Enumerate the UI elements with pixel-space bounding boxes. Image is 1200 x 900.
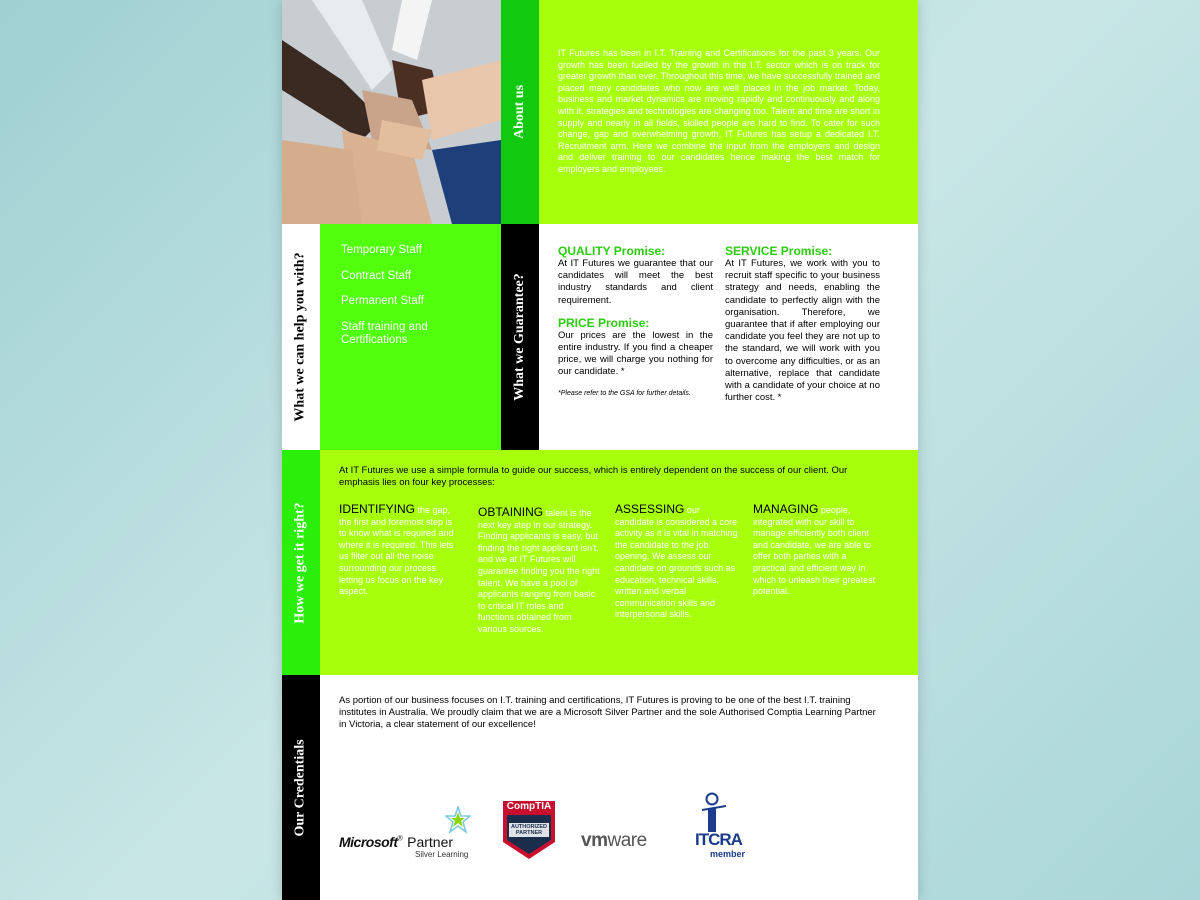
service-promise-text: At IT Futures, we work with you to recruit staff specific to your business strategy and needs, enabling the candidate to perfectly align with the organisation. Therefore, we guarantee that if after employing our candidate you feel they are not up to the standard, we will work with you to overcome any difficulties, or as an alternative, replace that candidate with a candidate of your choice at no further cost. * xyxy=(725,258,880,404)
step-assessing-text: our candidate is considered a core activity as it is vital in matching the candidate to the job opening. We assess our candidate on grounds such as education, technical skills, written and verbal communication skills and interpersonal skills. xyxy=(615,505,738,620)
about-us-label: About us xyxy=(512,84,527,140)
microsoft-name: Microsoft xyxy=(339,834,398,850)
step-assessing-head: ASSESSING xyxy=(615,502,685,516)
step-managing-text: people, integrated with our skill to manage efficiently both client and candidate, we are able to offer both parties with a practical and efficient way in which to unleash their greatest potential. xyxy=(753,505,876,597)
price-promise-text: Our prices are the lowest in the entire industry. If you find a cheaper price, we will charge you nothing for our candidate. * xyxy=(558,329,713,378)
vmware-logo xyxy=(581,830,647,852)
itcra-person-icon xyxy=(702,792,726,832)
step-obtaining-head: OBTAINING xyxy=(478,505,544,519)
comptia-authorized: AUTHORIZED xyxy=(510,824,548,830)
brochure-page xyxy=(282,0,918,900)
how-label: How we get it right? xyxy=(293,501,308,624)
credentials-label-wrap xyxy=(282,675,320,900)
help-item-temporary: Temporary Staff xyxy=(341,244,422,256)
step-identifying-head: IDENTIFYING xyxy=(339,502,416,516)
how-label-wrap xyxy=(282,450,320,675)
quality-promise-text: At IT Futures we guarantee that our candidates will meet the best industry standards and client requirement. xyxy=(558,258,713,306)
help-label: What we can help you with? xyxy=(293,252,308,422)
step-managing-head: MANAGING xyxy=(753,502,819,516)
microsoft-silver-learning: Silver Learning xyxy=(415,850,469,859)
hands-image xyxy=(282,0,501,224)
step-assessing xyxy=(615,504,741,621)
step-managing xyxy=(753,504,881,598)
itcra-member-logo xyxy=(692,792,758,862)
itcra-name: ITCRA xyxy=(695,830,742,849)
hands-together-photo xyxy=(282,0,501,224)
service-promise-title: SERVICE Promise: xyxy=(725,244,833,258)
vmware-vm: vm xyxy=(581,830,608,851)
guarantee-left-column xyxy=(558,244,713,400)
step-identifying-text: the gap, the first and foremost step is to know what is required and where it is required. This lets us filter out all the noise surrounding our process letting us focus on the key aspect. xyxy=(339,505,454,597)
comptia-name: CompTIA xyxy=(506,801,552,812)
step-obtaining-text: talent is the next key step in our strategy. Finding applicants is easy, but finding the right applicant isn't, and we at IT Futures will guarantee finding you the right talent. We have a pool of applicants ranging from basic to critical IT roles and functions obtained from various sources. xyxy=(478,508,600,634)
guarantee-right-column xyxy=(725,244,880,404)
quality-promise-title: QUALITY Promise: xyxy=(558,244,666,258)
gsa-note: *Please refer to the GSA for further details. xyxy=(558,389,691,397)
comptia-partner-logo xyxy=(500,798,558,862)
step-obtaining xyxy=(478,507,601,636)
vmware-ware: ware xyxy=(607,830,647,851)
how-intro: At IT Futures we use a simple formula to guide our success, which is entirely dependent on the success of our client. Our emphasis lies on four key processes: xyxy=(339,465,848,488)
microsoft-partner-word: Partner xyxy=(407,834,454,850)
itcra-member: member xyxy=(710,849,746,859)
help-label-wrap xyxy=(282,224,320,450)
help-item-permanent: Permanent Staff xyxy=(341,295,424,307)
price-promise-title: PRICE Promise: xyxy=(558,315,650,330)
help-item-contract: Contract Staff xyxy=(341,269,412,282)
help-list xyxy=(341,244,491,360)
microsoft-partner-logo: Microsoft® Partner Silver Learning xyxy=(339,808,479,864)
help-item-training: Staff training and Certifications xyxy=(341,320,428,346)
comptia-partner: PARTNER xyxy=(515,830,543,836)
about-us-text: IT Futures has been in I.T. Training and Certifications for the past 3 years. Our growth has been fuelled by the growth in the I.T. sector which is on track for greater growth than ever. Throughout this time, we have successfully trained and placed many candidates who now are well placed in the job market. Today, business and market dynamics are moving rapidly and continuously and along with it, strategies and technologies are changing too. Talent and time are short in supply and nearly in all fields, skilled people are hard to find. To cater for such change, gap and overwhelming growth, IT Futures has setup a dedicated I.T. Recruitment arm. Here we combine the input from the employers and design and deliver training to our candidates hence making the best match for employers and employees. xyxy=(558,48,880,174)
credentials-label: Our Credentials xyxy=(293,738,309,837)
guarantee-label-wrap xyxy=(501,224,539,450)
microsoft-partner-star-icon xyxy=(445,806,471,834)
guarantee-label: What we Guarantee? xyxy=(512,273,528,401)
about-us-label-wrap xyxy=(501,0,539,224)
step-identifying xyxy=(339,504,461,598)
credentials-text: As portion of our business focuses on I.T. training and certifications, IT Futures is proving to be one of the best I.T. training institutes in Australia. We proudly claim that we are a Microsoft Silver Partner and the sole Authorised Comptia Learning Partner in Victoria, a clear statement of our excellence! xyxy=(339,695,876,730)
